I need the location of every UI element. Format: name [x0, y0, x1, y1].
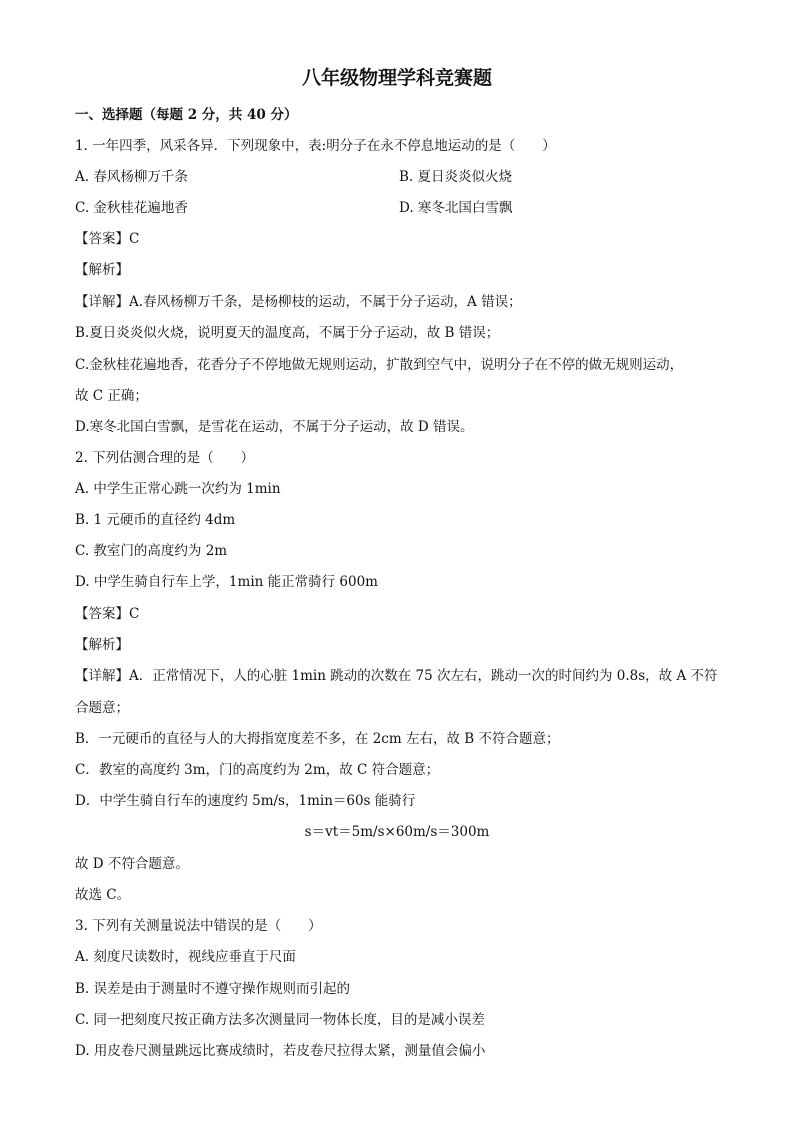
question-1-detail-line: C.金秋桂花遍地香，花香分子不停地做无规则运动，扩散到空气中，说明分子在不停的做无规则运动， — [75, 357, 684, 373]
question-2-choice: 故选 C。 — [75, 887, 131, 903]
question-2-detail-line: C．教室的高度约 3m，门的高度约为 2m，故 C 符合题意； — [75, 762, 440, 778]
section-heading: 一、选择题（每题 2 分，共 40 分） — [75, 107, 298, 123]
page-title: 八年级物理学科竞赛题 — [301, 67, 492, 89]
question-2-analysis-label: 【解析】 — [75, 637, 129, 653]
question-1-detail-line: D.寒冬北国白雪飘，是雪花在运动，不属于分子运动，故 D 错误。 — [75, 419, 474, 435]
question-2-answer: 【答案】C — [75, 606, 140, 622]
question-2-detail-line: D．中学生骑自行车的速度约 5m/s，1min＝60s 能骑行 — [75, 793, 416, 809]
question-3-stem: 3. 下列有关测量说法中错误的是（ ） — [75, 918, 322, 934]
question-1-detail-line: 故 C 正确； — [75, 388, 148, 404]
question-1-option-b: B. 夏日炎炎似火烧 — [399, 169, 513, 185]
question-1-answer: 【答案】C — [75, 231, 140, 247]
question-1-option-d: D. 寒冬北国白雪飘 — [399, 200, 513, 216]
question-2-detail-line: 合题意； — [75, 700, 129, 716]
question-1-detail-line: 【详解】A.春风杨柳万千条，是杨柳枝的运动，不属于分子运动，A 错误； — [75, 294, 522, 310]
question-1-stem: 1. 一年四季，风采各异．下列现象中，表:明分子在永不停息地运动的是（ ） — [75, 138, 556, 154]
question-2-stem: 2. 下列估测合理的是（ ） — [75, 450, 255, 466]
question-1-option-c: C. 金秋桂花遍地香 — [75, 200, 188, 216]
question-3-option-d: D. 用皮卷尺测量跳远比赛成绩时，若皮卷尺拉得太紧，测量值会偏小 — [75, 1043, 486, 1059]
question-2-formula: s＝vt＝5m/s×60m/s＝300m — [304, 824, 490, 840]
question-2-conclusion: 故 D 不符合题意。 — [75, 856, 189, 872]
question-2-option-c: C. 教室门的高度约为 2m — [75, 543, 228, 559]
question-3-option-b: B. 误差是由于测量时不遵守操作规则而引起的 — [75, 981, 351, 997]
question-1-analysis-label: 【解析】 — [75, 262, 129, 278]
question-1-detail-line: B.夏日炎炎似火烧，说明夏天的温度高，不属于分子运动，故 B 错误； — [75, 325, 500, 341]
question-2-detail-line: B．一元硬币的直径与人的大拇指宽度差不多，在 2cm 左右，故 B 不符合题意； — [75, 731, 560, 747]
question-2-option-b: B. 1 元硬币的直径约 4dm — [75, 512, 236, 528]
question-2-option-a: A. 中学生正常心跳一次约为 1min — [75, 481, 281, 497]
question-2-option-d: D. 中学生骑自行车上学，1min 能正常骑行 600m — [75, 574, 378, 590]
question-3-option-c: C. 同一把刻度尺按正确方法多次测量同一物体长度，目的是减小误差 — [75, 1012, 485, 1028]
question-2-detail-line: 【详解】A．正常情况下，人的心脏 1min 跳动的次数在 75 次左右，跳动一次的时间约为 0.8s，故 A 不符 — [75, 668, 718, 684]
question-1-option-a: A. 春风杨柳万千条 — [75, 169, 188, 185]
question-3-option-a: A. 刻度尺读数时，视线应垂直于尺面 — [75, 949, 296, 965]
